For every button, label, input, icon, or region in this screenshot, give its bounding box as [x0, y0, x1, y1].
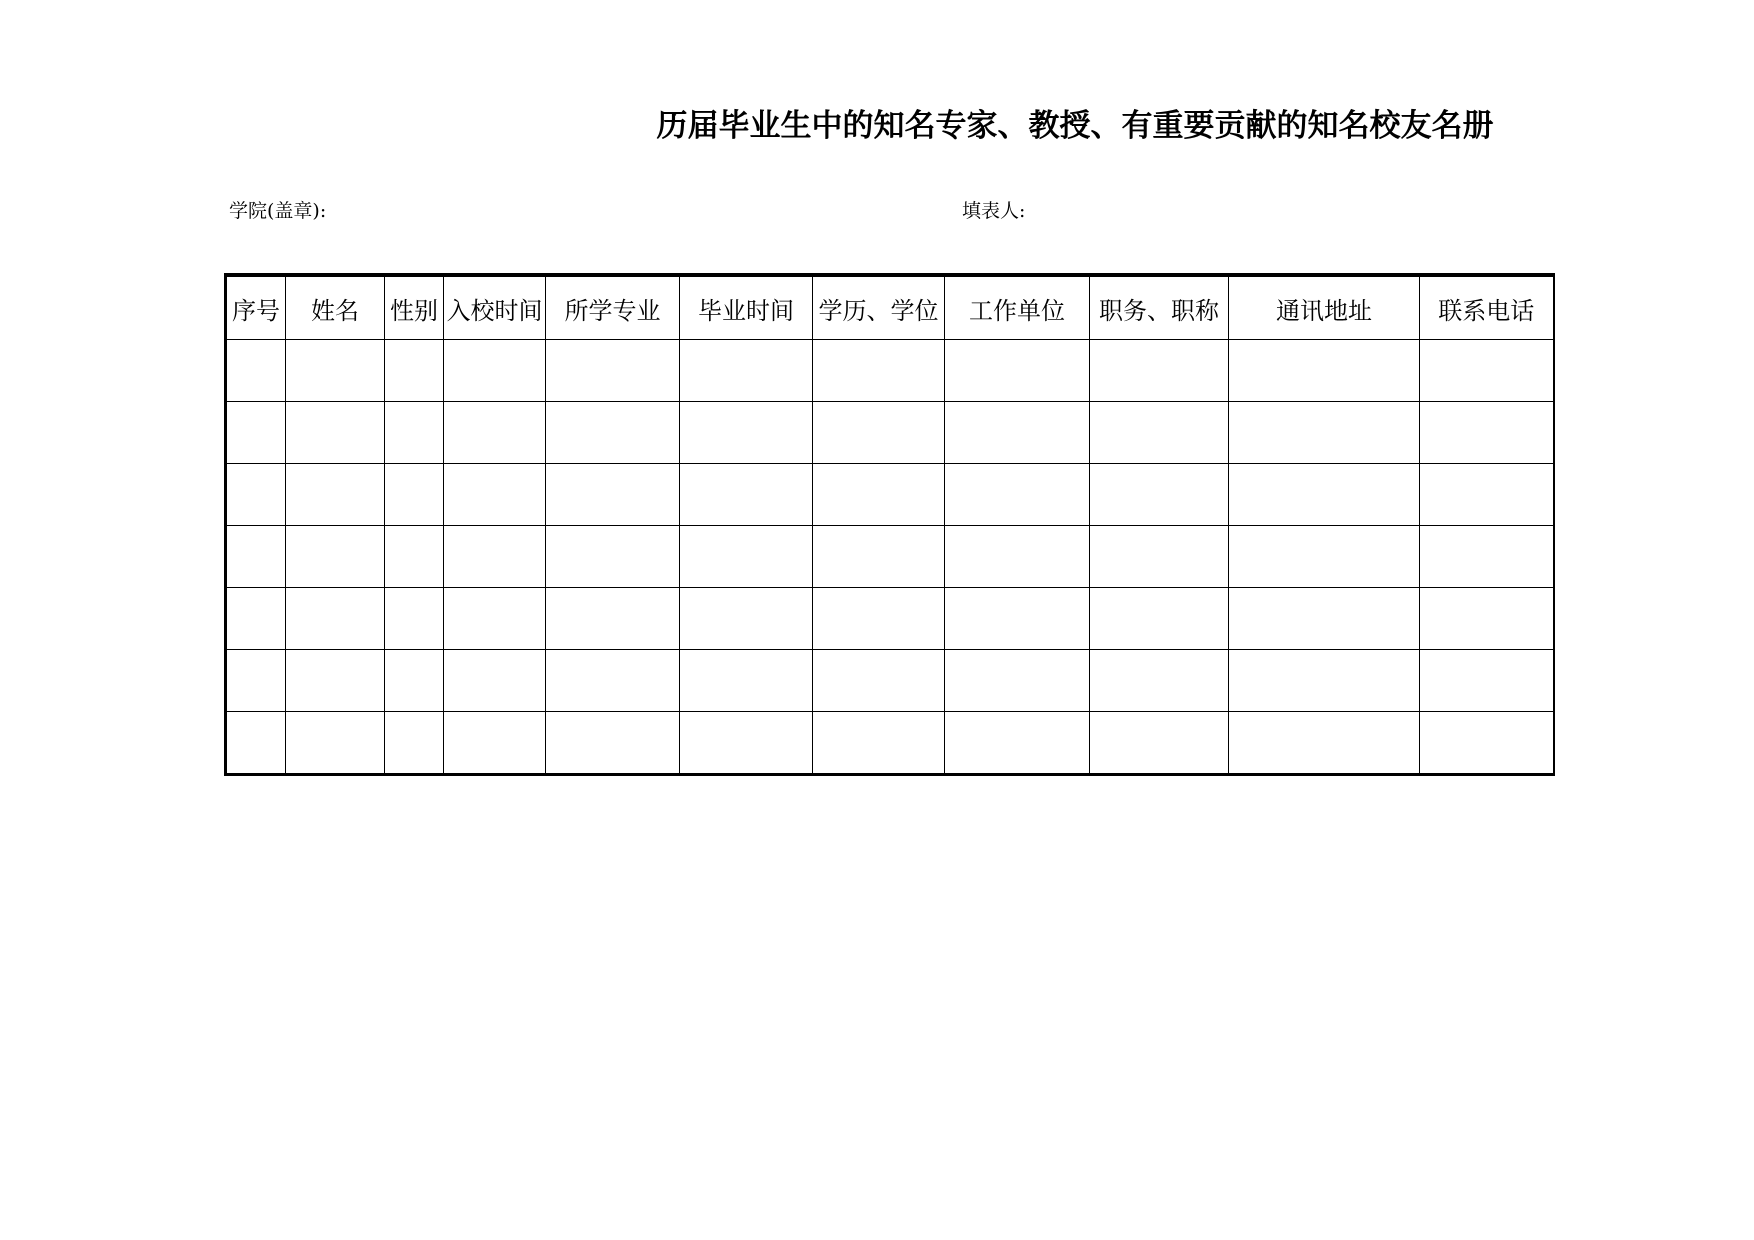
table-cell — [1420, 340, 1554, 402]
table-cell — [1229, 464, 1420, 526]
table-row — [226, 402, 1554, 464]
column-header-degree: 学历、学位 — [813, 275, 945, 340]
table-cell — [444, 526, 546, 588]
table-cell — [1229, 650, 1420, 712]
table-cell — [385, 650, 444, 712]
table-cell — [1090, 402, 1229, 464]
table-cell — [813, 464, 945, 526]
table-cell — [680, 650, 813, 712]
table-row — [226, 712, 1554, 775]
table-cell — [444, 588, 546, 650]
table-cell — [546, 464, 680, 526]
table-cell — [680, 588, 813, 650]
table-cell — [680, 526, 813, 588]
table-cell — [226, 712, 286, 775]
table-cell — [1420, 650, 1554, 712]
table-cell — [385, 526, 444, 588]
table-cell — [444, 340, 546, 402]
college-seal-label: 学院(盖章): — [229, 200, 327, 222]
table-cell — [546, 712, 680, 775]
table-cell — [1229, 588, 1420, 650]
table-cell — [385, 588, 444, 650]
table-cell — [1229, 712, 1420, 775]
table-cell — [385, 340, 444, 402]
table-cell — [945, 340, 1090, 402]
table-cell — [546, 588, 680, 650]
alumni-roster-table — [224, 273, 1555, 776]
table-cell — [385, 712, 444, 775]
table-cell — [945, 588, 1090, 650]
table-cell — [1229, 402, 1420, 464]
table-cell — [813, 712, 945, 775]
table-cell — [680, 712, 813, 775]
table-cell — [1090, 712, 1229, 775]
table-cell — [385, 464, 444, 526]
table-cell — [813, 340, 945, 402]
table-cell — [444, 402, 546, 464]
table-cell — [546, 650, 680, 712]
table-cell — [945, 402, 1090, 464]
table-cell — [1420, 526, 1554, 588]
table-cell — [226, 464, 286, 526]
table-cell — [546, 402, 680, 464]
table-cell — [680, 464, 813, 526]
column-header-phone: 联系电话 — [1420, 275, 1554, 340]
table-cell — [226, 340, 286, 402]
table-cell — [945, 526, 1090, 588]
table-cell — [286, 588, 385, 650]
table-cell — [286, 526, 385, 588]
table-cell — [1229, 340, 1420, 402]
table-cell — [444, 712, 546, 775]
table-row — [226, 340, 1554, 402]
table-cell — [226, 526, 286, 588]
column-header-address: 通讯地址 — [1229, 275, 1420, 340]
column-header-name: 姓名 — [286, 275, 385, 340]
table-cell — [1090, 588, 1229, 650]
table-cell — [226, 402, 286, 464]
table-cell — [1420, 588, 1554, 650]
table-cell — [444, 650, 546, 712]
table-cell — [286, 650, 385, 712]
table-cell — [286, 340, 385, 402]
table-row — [226, 464, 1554, 526]
table-cell — [1420, 402, 1554, 464]
table-cell — [286, 464, 385, 526]
table-cell — [945, 650, 1090, 712]
column-header-graduation-date: 毕业时间 — [680, 275, 813, 340]
table-row — [226, 650, 1554, 712]
table-row — [226, 526, 1554, 588]
column-header-major: 所学专业 — [546, 275, 680, 340]
table-cell — [1090, 340, 1229, 402]
table-cell — [226, 650, 286, 712]
table-cell — [813, 402, 945, 464]
table-header-row — [226, 275, 1554, 340]
table-cell — [444, 464, 546, 526]
table-cell — [813, 650, 945, 712]
document-title: 历届毕业生中的知名专家、教授、有重要贡献的知名校友名册 — [656, 108, 1494, 144]
table-row — [226, 588, 1554, 650]
column-header-enrollment-date: 入校时间 — [444, 275, 546, 340]
table-body — [226, 340, 1554, 775]
column-header-serial-number: 序号 — [226, 275, 286, 340]
table-cell — [1090, 464, 1229, 526]
table-cell — [1229, 526, 1420, 588]
table-cell — [945, 712, 1090, 775]
table-cell — [226, 588, 286, 650]
table-cell — [286, 402, 385, 464]
table-cell — [1420, 712, 1554, 775]
column-header-position-title: 职务、职称 — [1090, 275, 1229, 340]
column-header-gender: 性别 — [385, 275, 444, 340]
filler-label: 填表人: — [962, 200, 1026, 222]
table-cell — [286, 712, 385, 775]
table-cell — [813, 526, 945, 588]
table-cell — [546, 526, 680, 588]
table-cell — [546, 340, 680, 402]
table-cell — [680, 340, 813, 402]
table-cell — [813, 588, 945, 650]
table-cell — [385, 402, 444, 464]
column-header-employer: 工作单位 — [945, 275, 1090, 340]
table-cell — [1090, 526, 1229, 588]
table-cell — [1420, 464, 1554, 526]
table-cell — [680, 402, 813, 464]
table-cell — [945, 464, 1090, 526]
table-cell — [1090, 650, 1229, 712]
